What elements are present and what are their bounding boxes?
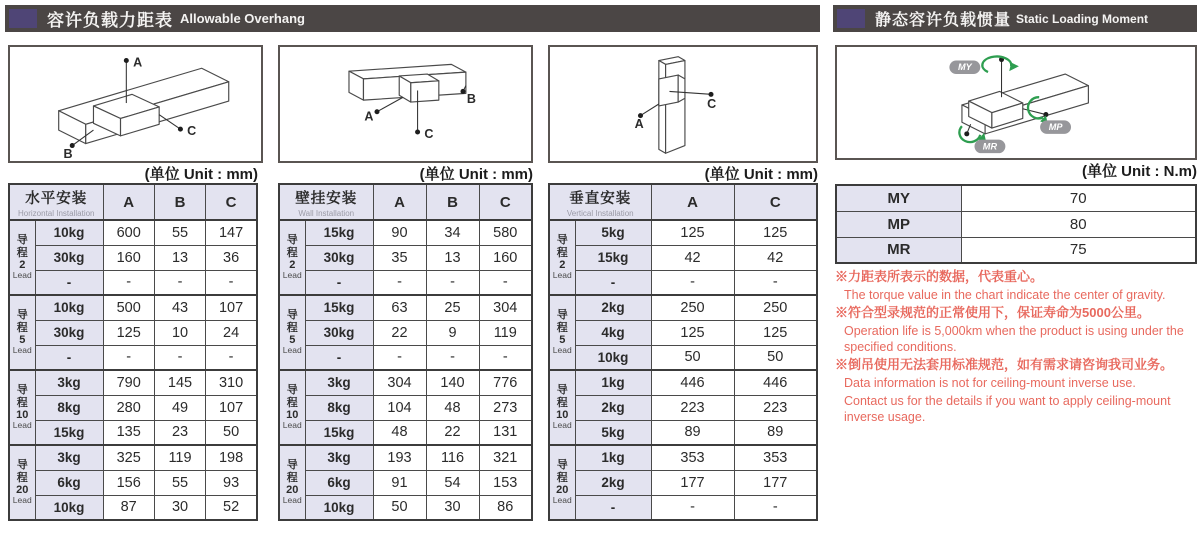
table-row xyxy=(9,445,257,470)
value-cell: 125 xyxy=(103,320,154,345)
point-b-label: B xyxy=(466,92,476,107)
value-cell: 54 xyxy=(426,470,479,495)
table-row xyxy=(836,211,1196,237)
value-cell: 353 xyxy=(734,445,817,470)
column-header: C xyxy=(206,184,257,220)
point-a-label: A xyxy=(634,117,644,132)
value-cell: 304 xyxy=(479,295,532,320)
column-header: A xyxy=(373,184,426,220)
value-cell: 89 xyxy=(734,420,817,445)
column-header: A xyxy=(103,184,154,220)
table-row xyxy=(279,495,532,520)
lead-label-cell: 导 程 2 Lead xyxy=(279,220,305,295)
load-cell: 5kg xyxy=(575,220,651,245)
table-row xyxy=(9,220,257,245)
rail-isometric-drawing xyxy=(10,47,261,161)
table-row xyxy=(279,445,532,470)
value-cell: 280 xyxy=(103,395,154,420)
table-row xyxy=(549,495,817,520)
table-row xyxy=(9,395,257,420)
value-cell: 790 xyxy=(103,370,154,395)
value-cell: 119 xyxy=(479,320,532,345)
value-cell: 23 xyxy=(154,420,205,445)
wall-install-diagram xyxy=(278,45,533,163)
load-cell: 30kg xyxy=(35,320,103,345)
point-c-label: C xyxy=(424,126,434,141)
column-header: C xyxy=(479,184,532,220)
value-cell: - xyxy=(206,345,257,370)
value-cell: 446 xyxy=(651,370,734,395)
value-cell: 198 xyxy=(206,445,257,470)
note-zh: ※符合型录规范的正常使用下，保证寿命为5000公里。 xyxy=(835,305,1150,321)
value-cell: 86 xyxy=(479,495,532,520)
accent-square-icon xyxy=(837,9,865,28)
accent-square-icon xyxy=(9,9,37,28)
value-cell: 446 xyxy=(734,370,817,395)
value-cell: 30 xyxy=(154,495,205,520)
horizontal-install-diagram xyxy=(8,45,263,163)
value-cell: - xyxy=(479,270,532,295)
table-row xyxy=(279,270,532,295)
value-cell: 273 xyxy=(479,395,532,420)
value-cell: 89 xyxy=(651,420,734,445)
point-c-label: C xyxy=(707,96,717,111)
lead-label-cell: 导 程 10 Lead xyxy=(549,370,575,445)
load-cell: 10kg xyxy=(305,495,373,520)
table-row xyxy=(549,345,817,370)
table-row xyxy=(549,320,817,345)
unit-caption-nm: (单位 Unit : N.m) xyxy=(1082,163,1197,180)
value-cell: 193 xyxy=(373,445,426,470)
value-cell: 87 xyxy=(103,495,154,520)
load-cell: 6kg xyxy=(305,470,373,495)
table-row xyxy=(279,320,532,345)
moment-value-cell: 75 xyxy=(961,237,1196,263)
value-cell: - xyxy=(651,270,734,295)
moment-value-cell: 80 xyxy=(961,211,1196,237)
table-row xyxy=(836,185,1196,211)
load-cell: 3kg xyxy=(35,445,103,470)
value-cell: 119 xyxy=(154,445,205,470)
table-row xyxy=(9,320,257,345)
value-cell: 104 xyxy=(373,395,426,420)
point-a-label: A xyxy=(133,55,143,70)
value-cell: 177 xyxy=(651,470,734,495)
value-cell: 36 xyxy=(206,245,257,270)
note-en: Data information is not for ceiling-mount inverse use. xyxy=(844,376,1136,391)
table-row xyxy=(9,295,257,320)
value-cell: 160 xyxy=(479,245,532,270)
load-cell: 3kg xyxy=(35,370,103,395)
lead-label-cell: 导 程 10 Lead xyxy=(279,370,305,445)
value-cell: 500 xyxy=(103,295,154,320)
value-cell: 325 xyxy=(103,445,154,470)
value-cell: 52 xyxy=(206,495,257,520)
table-row xyxy=(9,345,257,370)
value-cell: - xyxy=(734,270,817,295)
load-cell: 4kg xyxy=(575,320,651,345)
point-b-label: B xyxy=(63,147,73,161)
value-cell: 25 xyxy=(426,295,479,320)
value-cell: - xyxy=(154,270,205,295)
moment-label-cell: MP xyxy=(836,211,961,237)
vertical-install-diagram xyxy=(548,45,818,163)
value-cell: 34 xyxy=(426,220,479,245)
table-header-row xyxy=(549,184,817,220)
value-cell: 10 xyxy=(154,320,205,345)
value-cell: 55 xyxy=(154,220,205,245)
table-row xyxy=(279,470,532,495)
table-row xyxy=(549,245,817,270)
load-cell: 10kg xyxy=(575,345,651,370)
header-title-en: Allowable Overhang xyxy=(180,11,305,26)
load-cell: 5kg xyxy=(575,420,651,445)
value-cell: - xyxy=(373,270,426,295)
mr-badge: MR xyxy=(982,141,998,152)
load-cell: 15kg xyxy=(35,420,103,445)
value-cell: 131 xyxy=(479,420,532,445)
value-cell: 223 xyxy=(734,395,817,420)
table-row xyxy=(549,370,817,395)
table-row xyxy=(9,270,257,295)
rail-isometric-drawing xyxy=(550,47,816,161)
unit-caption-mm: (单位 Unit : mm) xyxy=(419,166,533,183)
load-cell: 10kg xyxy=(35,295,103,320)
load-cell: 10kg xyxy=(35,220,103,245)
table-row xyxy=(9,370,257,395)
value-cell: 63 xyxy=(373,295,426,320)
load-cell: 10kg xyxy=(35,495,103,520)
value-cell: 48 xyxy=(373,420,426,445)
note-en: The torque value in the chart indicate the center of gravity. xyxy=(844,287,1166,302)
rail-isometric-drawing xyxy=(280,47,531,161)
value-cell: 24 xyxy=(206,320,257,345)
load-cell: 15kg xyxy=(305,295,373,320)
load-cell: 2kg xyxy=(575,395,651,420)
value-cell: - xyxy=(734,495,817,520)
value-cell: 42 xyxy=(734,245,817,270)
value-cell: 147 xyxy=(206,220,257,245)
value-cell: - xyxy=(373,345,426,370)
value-cell: 13 xyxy=(426,245,479,270)
install-type-header: 壁挂安装 Wall Installation xyxy=(279,184,373,220)
load-cell: 15kg xyxy=(305,420,373,445)
mp-badge: MP xyxy=(1048,122,1063,133)
table-row xyxy=(549,395,817,420)
load-cell: 30kg xyxy=(305,245,373,270)
value-cell: 50 xyxy=(206,420,257,445)
value-cell: 304 xyxy=(373,370,426,395)
load-cell: - xyxy=(35,345,103,370)
point-a-label: A xyxy=(364,109,374,124)
value-cell: 93 xyxy=(206,470,257,495)
unit-caption-mm: (单位 Unit : mm) xyxy=(704,166,818,183)
load-cell: 30kg xyxy=(35,245,103,270)
header-title-en: Static Loading Moment xyxy=(1016,11,1149,26)
load-cell: 6kg xyxy=(35,470,103,495)
load-cell: - xyxy=(575,495,651,520)
table-row xyxy=(549,420,817,445)
load-cell: 2kg xyxy=(575,470,651,495)
value-cell: 250 xyxy=(734,295,817,320)
table-row xyxy=(9,245,257,270)
header-title-zh: 静态容许负载惯量 xyxy=(875,12,1012,29)
column-header: B xyxy=(154,184,205,220)
static-loading-moment-header xyxy=(833,5,1197,32)
value-cell: - xyxy=(479,345,532,370)
static-moment-table xyxy=(835,184,1197,264)
value-cell: 22 xyxy=(373,320,426,345)
table-row xyxy=(549,445,817,470)
value-cell: 125 xyxy=(734,220,817,245)
table-row xyxy=(549,270,817,295)
column-header: C xyxy=(734,184,817,220)
value-cell: 50 xyxy=(651,345,734,370)
value-cell: 125 xyxy=(651,320,734,345)
lead-label-cell: 导 程 20 Lead xyxy=(9,445,35,520)
install-type-header: 水平安装 Horizontal Installation xyxy=(9,184,103,220)
value-cell: 55 xyxy=(154,470,205,495)
note-en: Operation life is 5,000km when the product is using under the specified conditions. xyxy=(844,323,1184,355)
table-row xyxy=(549,220,817,245)
value-cell: 223 xyxy=(651,395,734,420)
table-row xyxy=(279,245,532,270)
lead-label-cell: 导 程 2 Lead xyxy=(549,220,575,295)
load-cell: 1kg xyxy=(575,370,651,395)
lead-label-cell: 导 程 20 Lead xyxy=(279,445,305,520)
table-row xyxy=(836,237,1196,263)
value-cell: 90 xyxy=(373,220,426,245)
lead-label-cell: 导 程 5 Lead xyxy=(9,295,35,370)
value-cell: 156 xyxy=(103,470,154,495)
my-badge: MY xyxy=(957,62,972,73)
value-cell: 353 xyxy=(651,445,734,470)
table-row xyxy=(279,295,532,320)
value-cell: 135 xyxy=(103,420,154,445)
value-cell: 30 xyxy=(426,495,479,520)
value-cell: 140 xyxy=(426,370,479,395)
value-cell: 35 xyxy=(373,245,426,270)
load-cell: - xyxy=(575,270,651,295)
value-cell: 50 xyxy=(734,345,817,370)
table-row xyxy=(279,220,532,245)
moment-label-cell: MY xyxy=(836,185,961,211)
value-cell: 310 xyxy=(206,370,257,395)
value-cell: - xyxy=(426,345,479,370)
value-cell: 321 xyxy=(479,445,532,470)
lead-label-cell: 导 程 5 Lead xyxy=(279,295,305,370)
value-cell: 177 xyxy=(734,470,817,495)
value-cell: 145 xyxy=(154,370,205,395)
horizontal-install-table xyxy=(8,183,258,521)
load-cell: 8kg xyxy=(35,395,103,420)
table-header-row xyxy=(279,184,532,220)
value-cell: 153 xyxy=(479,470,532,495)
column-header: B xyxy=(426,184,479,220)
value-cell: - xyxy=(651,495,734,520)
moment-label-cell: MR xyxy=(836,237,961,263)
value-cell: - xyxy=(103,270,154,295)
value-cell: - xyxy=(154,345,205,370)
value-cell: - xyxy=(103,345,154,370)
value-cell: 43 xyxy=(154,295,205,320)
value-cell: 250 xyxy=(651,295,734,320)
load-cell: - xyxy=(35,270,103,295)
value-cell: 48 xyxy=(426,395,479,420)
table-header-row xyxy=(9,184,257,220)
value-cell: 107 xyxy=(206,395,257,420)
moment-value-cell: 70 xyxy=(961,185,1196,211)
value-cell: 160 xyxy=(103,245,154,270)
unit-caption-mm: (单位 Unit : mm) xyxy=(144,166,258,183)
value-cell: 13 xyxy=(154,245,205,270)
load-cell: 8kg xyxy=(305,395,373,420)
value-cell: 125 xyxy=(734,320,817,345)
load-cell: - xyxy=(305,345,373,370)
table-row xyxy=(279,395,532,420)
column-header: A xyxy=(651,184,734,220)
value-cell: - xyxy=(426,270,479,295)
vertical-install-table xyxy=(548,183,818,521)
value-cell: 125 xyxy=(651,220,734,245)
value-cell: 91 xyxy=(373,470,426,495)
value-cell: 776 xyxy=(479,370,532,395)
note-en: Contact us for the details if you want to apply ceiling-mount inverse usage. xyxy=(844,393,1171,424)
value-cell: 49 xyxy=(154,395,205,420)
table-row xyxy=(549,470,817,495)
allowable-overhang-header xyxy=(5,5,820,32)
value-cell: 50 xyxy=(373,495,426,520)
table-row xyxy=(279,370,532,395)
load-cell: 3kg xyxy=(305,370,373,395)
load-cell: 15kg xyxy=(575,245,651,270)
load-cell: 15kg xyxy=(305,220,373,245)
value-cell: - xyxy=(206,270,257,295)
table-row xyxy=(9,420,257,445)
lead-label-cell: 导 程 2 Lead xyxy=(9,220,35,295)
lead-label-cell: 导 程 5 Lead xyxy=(549,295,575,370)
install-type-header: 垂直安装 Vertical Installation xyxy=(549,184,651,220)
value-cell: 42 xyxy=(651,245,734,270)
load-cell: 2kg xyxy=(575,295,651,320)
value-cell: 116 xyxy=(426,445,479,470)
table-row xyxy=(279,420,532,445)
table-row xyxy=(279,345,532,370)
table-row xyxy=(9,470,257,495)
wall-install-table xyxy=(278,183,533,521)
load-cell: 3kg xyxy=(305,445,373,470)
value-cell: 107 xyxy=(206,295,257,320)
header-title-zh: 容许负载力距表 xyxy=(47,11,173,30)
lead-label-cell: 导 程 20 Lead xyxy=(549,445,575,520)
table-row xyxy=(549,295,817,320)
value-cell: 22 xyxy=(426,420,479,445)
rail-moment-drawing xyxy=(837,47,1195,158)
value-cell: 9 xyxy=(426,320,479,345)
point-c-label: C xyxy=(187,123,197,138)
value-cell: 580 xyxy=(479,220,532,245)
table-row xyxy=(9,495,257,520)
load-cell: 1kg xyxy=(575,445,651,470)
value-cell: 600 xyxy=(103,220,154,245)
load-cell: 30kg xyxy=(305,320,373,345)
note-zh: ※倒吊使用无法套用标准规范，如有需求请咨询我司业务。 xyxy=(835,357,1174,373)
note-zh: ※力距表所表示的数据，代表重心。 xyxy=(835,269,1044,284)
lead-label-cell: 导 程 10 Lead xyxy=(9,370,35,445)
load-cell: - xyxy=(305,270,373,295)
moment-directions-diagram xyxy=(835,45,1197,160)
footnotes xyxy=(835,268,1200,426)
